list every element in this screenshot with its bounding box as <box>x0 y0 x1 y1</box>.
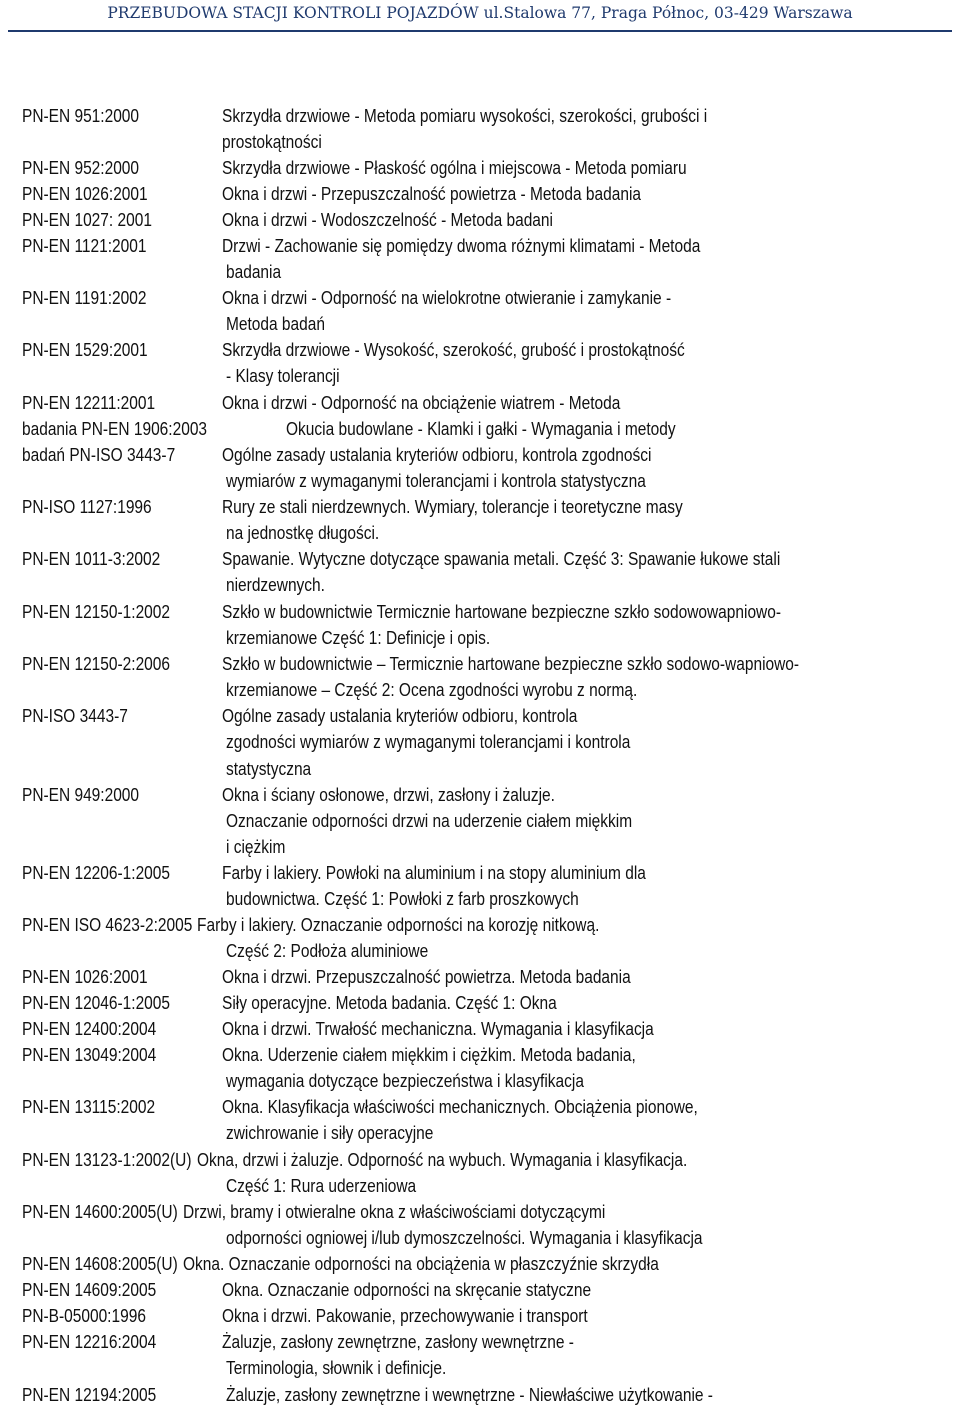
standard-title: Farby i lakiery. Oznaczanie odporności na korozję nitkową. <box>197 915 600 935</box>
standard-title: statystyczna <box>226 759 312 779</box>
standard-title: Część 1: Rura uderzeniowa <box>226 1176 417 1196</box>
standard-code: PN-EN 1027: 2001 <box>22 210 152 230</box>
standard-code: PN-EN 12211:2001 <box>22 393 156 413</box>
standard-title: Część 2: Podłoża aluminiowe <box>226 941 429 961</box>
standard-code: PN-EN 13123-1:2002(U) <box>22 1150 192 1170</box>
standard-title: Oznaczanie odporności drzwi na uderzenie ciałem miękkim <box>226 811 633 831</box>
standard-code: PN-EN 13115:2002 <box>22 1097 156 1117</box>
standard-title: nierdzewnych. <box>226 575 325 595</box>
standard-title: Terminologia, słownik i definicje. <box>226 1358 447 1378</box>
standard-code: PN-B-05000:1996 <box>22 1306 146 1326</box>
standard-code: badania PN-EN 1906:2003 <box>22 419 208 439</box>
standard-title: na jednostkę długości. <box>226 523 380 543</box>
standard-title: Metoda badań <box>226 314 325 334</box>
standard-title: odporności ogniowej i/lub dymoszczelności. Wymagania i klasyfikacja <box>226 1228 703 1248</box>
standard-code: PN-EN ISO 4623-2:2005 <box>22 915 193 935</box>
standard-title: Żaluzje, zasłony zewnętrzne i wewnętrzne - Niewłaściwe użytkowanie - <box>226 1385 713 1405</box>
standard-code: PN-EN 12150-2:2006 <box>22 654 171 674</box>
standard-code: PN-ISO 1127:1996 <box>22 497 152 517</box>
standard-title: wymagania dotyczące bezpieczeństwa i klasyfikacja <box>226 1071 584 1091</box>
standard-title: Okna i drzwi. Przepuszczalność powietrza. Metoda badania <box>222 967 631 987</box>
standard-code: PN-EN 14609:2005 <box>22 1280 157 1300</box>
standard-code: PN-EN 1191:2002 <box>22 288 147 308</box>
standard-title: Skrzydła drzwiowe - Wysokość, szerokość, grubość i prostokątność <box>222 340 685 360</box>
standard-code: PN-ISO 3443-7 <box>22 706 128 726</box>
standard-title: Okna i drzwi - Przepuszczalność powietrza - Metoda badania <box>222 184 642 204</box>
standard-title: krzemianowe Część 1: Definicje i opis. <box>226 628 491 648</box>
standard-code: badań PN-ISO 3443-7 <box>22 445 176 465</box>
standard-title: Ogólne zasady ustalania kryteriów odbioru, kontrola zgodności <box>222 445 652 465</box>
standard-code: PN-EN 1529:2001 <box>22 340 148 360</box>
standard-title: i ciężkim <box>226 837 286 857</box>
standard-title: Żaluzje, zasłony zewnętrzne, zasłony wewnętrzne - <box>222 1332 574 1352</box>
standard-title: Okna i drzwi - Odporność na obciążenie wiatrem - Metoda <box>222 393 621 413</box>
standard-title: zwichrowanie i siły operacyjne <box>226 1123 434 1143</box>
standard-title: Okna i drzwi. Pakowanie, przechowywanie i transport <box>222 1306 588 1326</box>
standard-code: PN-EN 1026:2001 <box>22 967 148 987</box>
standard-code: PN-EN 1011-3:2002 <box>22 549 161 569</box>
standard-title: krzemianowe – Część 2: Ocena zgodności wyrobu z normą. <box>226 680 638 700</box>
standard-code: PN-EN 1026:2001 <box>22 184 148 204</box>
standard-code: PN-EN 14600:2005(U) <box>22 1202 178 1222</box>
standard-title: Okna i drzwi - Odporność na wielokrotne otwieranie i zamykanie - <box>222 288 672 308</box>
standard-title: wymiarów z wymaganymi tolerancjami i kontrola statystyczna <box>226 471 646 491</box>
standard-code: PN-EN 12046-1:2005 <box>22 993 171 1013</box>
standard-title: Okna. Oznaczanie odporności na obciążenia w płaszczyźnie skrzydła <box>182 1254 659 1274</box>
standard-title: Skrzydła drzwiowe - Płaskość ogólna i miejscowa - Metoda pomiaru <box>222 158 687 178</box>
standard-title: Okna i drzwi. Trwałość mechaniczna. Wymagania i klasyfikacja <box>222 1019 654 1039</box>
standard-title: Drzwi, bramy i otwieralne okna z właściwościami dotyczącymi <box>182 1202 606 1222</box>
page-header: PRZEBUDOWA STACJI KONTROLI POJAZDÓW ul.Stalowa 77, Praga Północ, 03-429 Warszawa <box>107 4 853 22</box>
standard-title: Szkło w budownictwie – Termicznie hartowane bezpieczne szkło sodowo-wapniowo- <box>222 654 800 674</box>
standard-title: Okna. Uderzenie ciałem miękkim i ciężkim. Metoda badania, <box>222 1045 636 1065</box>
standard-code: PN-EN 1121:2001 <box>22 236 147 256</box>
standard-code: PN-EN 12400:2004 <box>22 1019 157 1039</box>
standard-title: Szkło w budownictwie Termicznie hartowane bezpieczne szkło sodowowapniowo- <box>222 602 781 622</box>
standard-title: Okna, drzwi i żaluzje. Odporność na wybuch. Wymagania i klasyfikacja. <box>196 1150 687 1170</box>
standard-title: badania <box>226 262 282 282</box>
standard-title: Okna i drzwi - Wodoszczelność - Metoda badani <box>222 210 553 230</box>
standard-title: Drzwi - Zachowanie się pomiędzy dwoma różnymi klimatami - Metoda <box>222 236 701 256</box>
standard-title: Spawanie. Wytyczne dotyczące spawania metali. Część 3: Spawanie łukowe stali <box>222 549 781 569</box>
standard-code: PN-EN 12216:2004 <box>22 1332 157 1352</box>
standard-code: PN-EN 12150-1:2002 <box>22 602 171 622</box>
standard-title: Siły operacyjne. Metoda badania. Część 1: Okna <box>222 993 557 1013</box>
standard-code: PN-EN 12194:2005 <box>22 1385 157 1405</box>
standard-title: Rury ze stali nierdzewnych. Wymiary, tolerancje i teoretyczne masy <box>222 497 683 517</box>
standard-code: PN-EN 14608:2005(U) <box>22 1254 178 1274</box>
standard-title: - Klasy tolerancji <box>226 366 340 386</box>
standard-title: prostokątności <box>222 132 322 152</box>
standard-title: Okna. Oznaczanie odporności na skręcanie statyczne <box>222 1280 592 1300</box>
standard-title: Farby i lakiery. Powłoki na aluminium i na stopy aluminium dla <box>222 863 646 883</box>
header-rule <box>8 30 952 32</box>
standard-code: PN-EN 12206-1:2005 <box>22 863 171 883</box>
standard-title: Skrzydła drzwiowe - Metoda pomiaru wysokości, szerokości, grubości i <box>222 106 708 126</box>
standard-title: budownictwa. Część 1: Powłoki z farb proszkowych <box>226 889 579 909</box>
standard-code: PN-EN 13049:2004 <box>22 1045 157 1065</box>
standard-title: zgodności wymiarów z wymaganymi tolerancjami i kontrola <box>226 732 631 752</box>
standard-title: Ogólne zasady ustalania kryteriów odbioru, kontrola <box>222 706 578 726</box>
standard-title: Okna. Klasyfikacja właściwości mechanicznych. Obciążenia pionowe, <box>222 1097 698 1117</box>
standard-code: PN-EN 951:2000 <box>22 106 140 126</box>
standard-title: Okucia budowlane - Klamki i gałki - Wymagania i metody <box>286 419 676 439</box>
standard-code: PN-EN 952:2000 <box>22 158 140 178</box>
standard-code: PN-EN 949:2000 <box>22 785 140 805</box>
standard-title: Okna i ściany osłonowe, drzwi, zasłony i żaluzje. <box>222 785 555 805</box>
